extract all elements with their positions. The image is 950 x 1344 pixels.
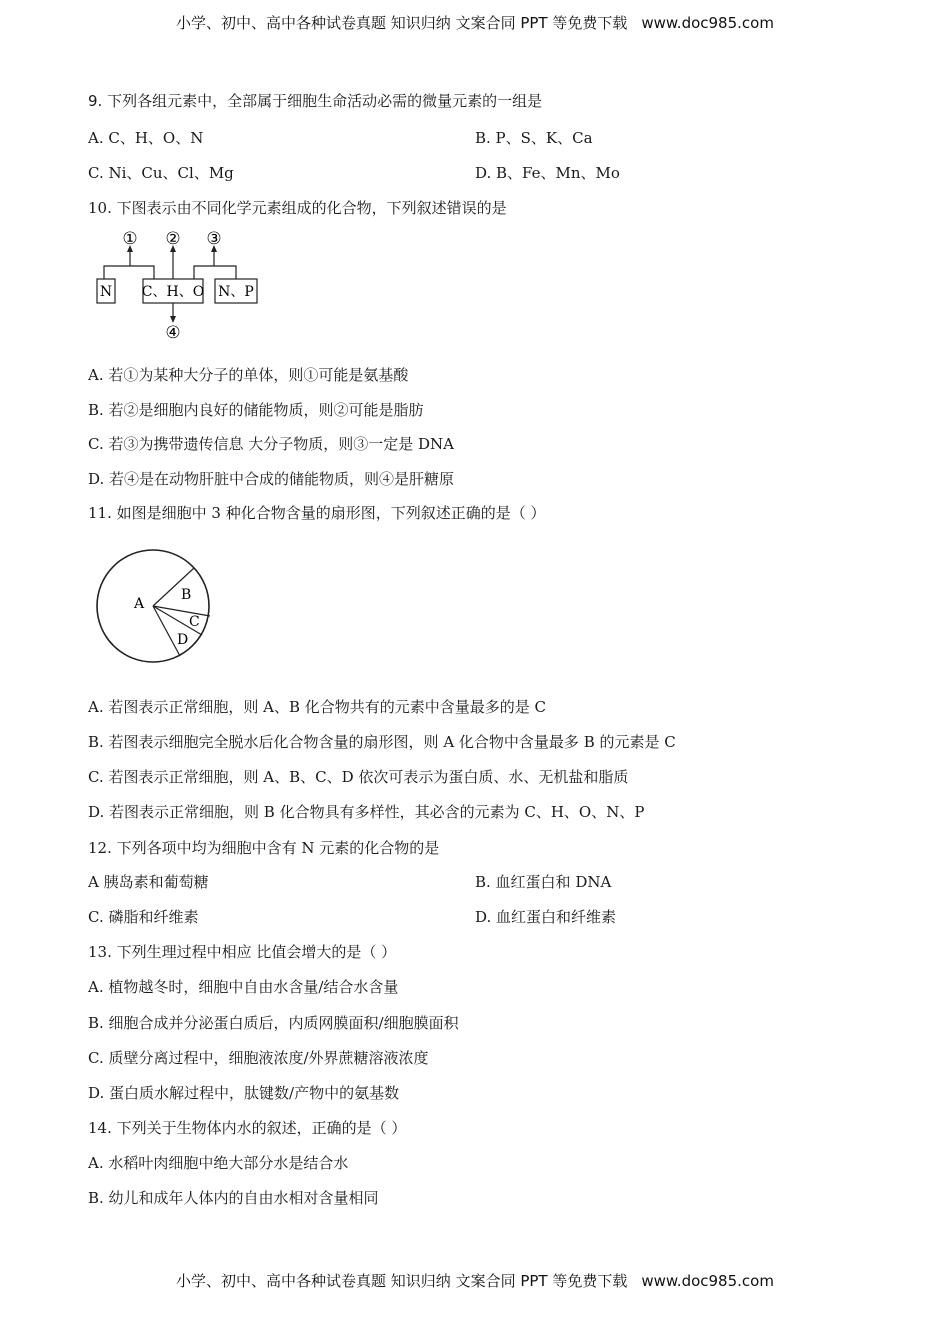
q11-option-b: B. 若图表示细胞完全脱水后化合物含量的扇形图，则 A 化合物中含量最多 B 的元素是 C bbox=[88, 733, 676, 751]
q14-option-b: B. 幼儿和成年人体内的自由水相对含量相同 bbox=[88, 1189, 379, 1207]
pie-label-d: D bbox=[177, 632, 189, 648]
diagram-label-1: ① bbox=[122, 229, 138, 249]
q10-option-b: B. 若②是细胞内良好的储能物质，则②可能是脂肪 bbox=[88, 401, 424, 419]
footer-title: 小学、初中、高中各种试卷真题 知识归纳 文案合同 PPT 等免费下载 bbox=[176, 1272, 628, 1290]
q13-option-a: A. 植物越冬时，细胞中自由水含量/结合水含量 bbox=[88, 978, 399, 996]
q11-option-c: C. 若图表示正常细胞，则 A、B、C、D 依次可表示为蛋白质、水、无机盐和脂质 bbox=[88, 768, 629, 786]
q11-option-d: D. 若图表示正常细胞，则 B 化合物具有多样性，其必含的元素为 C、H、O、N、P bbox=[88, 803, 645, 821]
q10-stem: 10. 下图表示由不同化学元素组成的化合物，下列叙述错误的是 bbox=[88, 199, 507, 217]
pie-label-a: A bbox=[134, 596, 145, 612]
q10-element-diagram bbox=[90, 226, 265, 344]
q9-option-c: C. Ni、Cu、Cl、Mg bbox=[88, 164, 234, 182]
footer-site-link[interactable]: www.doc985.com bbox=[641, 1272, 774, 1290]
diagram-box-cho: C、H、O bbox=[141, 284, 205, 300]
q12-stem: 12. 下列各项中均为细胞中含有 N 元素的化合物的是 bbox=[88, 839, 440, 857]
q9-option-b: B. P、S、K、Ca bbox=[475, 129, 593, 147]
header-title: 小学、初中、高中各种试卷真题 知识归纳 文案合同 PPT 等免费下载 bbox=[176, 14, 628, 32]
pie-label-b: B bbox=[181, 587, 192, 603]
q13-option-d: D. 蛋白质水解过程中，肽键数/产物中的氨基数 bbox=[88, 1084, 400, 1102]
q13-stem: 13. 下列生理过程中相应 比值会增大的是（ ） bbox=[88, 943, 397, 961]
q9-option-a: A. C、H、O、N bbox=[88, 129, 204, 147]
q11-stem: 11. 如图是细胞中 3 种化合物含量的扇形图，下列叙述正确的是（ ） bbox=[88, 504, 546, 522]
q10-option-a: A. 若①为某种大分子的单体，则①可能是氨基酸 bbox=[88, 366, 409, 384]
page-header bbox=[0, 12, 950, 33]
q9-stem: 9. 下列各组元素中，全部属于细胞生命活动必需的微量元素的一组是 bbox=[88, 92, 543, 110]
pie-label-c: C bbox=[189, 614, 200, 630]
q12-option-d: D. 血红蛋白和纤维素 bbox=[475, 908, 617, 926]
diagram-box-n: N bbox=[99, 284, 113, 300]
header-site-link[interactable]: www.doc985.com bbox=[641, 14, 774, 32]
q11-pie-figure bbox=[92, 548, 216, 664]
diagram-label-4: ④ bbox=[165, 323, 181, 343]
q13-option-b: B. 细胞合成并分泌蛋白质后，内质网膜面积/细胞膜面积 bbox=[88, 1014, 459, 1032]
diagram-label-2: ② bbox=[165, 229, 181, 249]
page-footer bbox=[0, 1270, 950, 1291]
q12-option-c: C. 磷脂和纤维素 bbox=[88, 908, 199, 926]
q12-option-b: B. 血红蛋白和 DNA bbox=[475, 873, 612, 891]
diagram-label-3: ③ bbox=[206, 229, 222, 249]
q10-option-d: D. 若④是在动物肝脏中合成的储能物质，则④是肝糖原 bbox=[88, 470, 455, 488]
q14-stem: 14. 下列关于生物体内水的叙述，正确的是（ ） bbox=[88, 1119, 407, 1137]
diagram-box-np: N、P bbox=[218, 284, 254, 300]
q11-option-a: A. 若图表示正常细胞，则 A、B 化合物共有的元素中含量最多的是 C bbox=[88, 698, 547, 716]
q14-option-a: A. 水稻叶肉细胞中绝大部分水是结合水 bbox=[88, 1154, 349, 1172]
q12-option-a: A 胰岛素和葡萄糖 bbox=[88, 873, 209, 891]
q9-option-d: D. B、Fe、Mn、Mo bbox=[475, 164, 620, 182]
q13-option-c: C. 质壁分离过程中，细胞液浓度/外界蔗糖溶液浓度 bbox=[88, 1049, 429, 1067]
q10-option-c: C. 若③为携带遗传信息 大分子物质，则③一定是 DNA bbox=[88, 435, 455, 453]
